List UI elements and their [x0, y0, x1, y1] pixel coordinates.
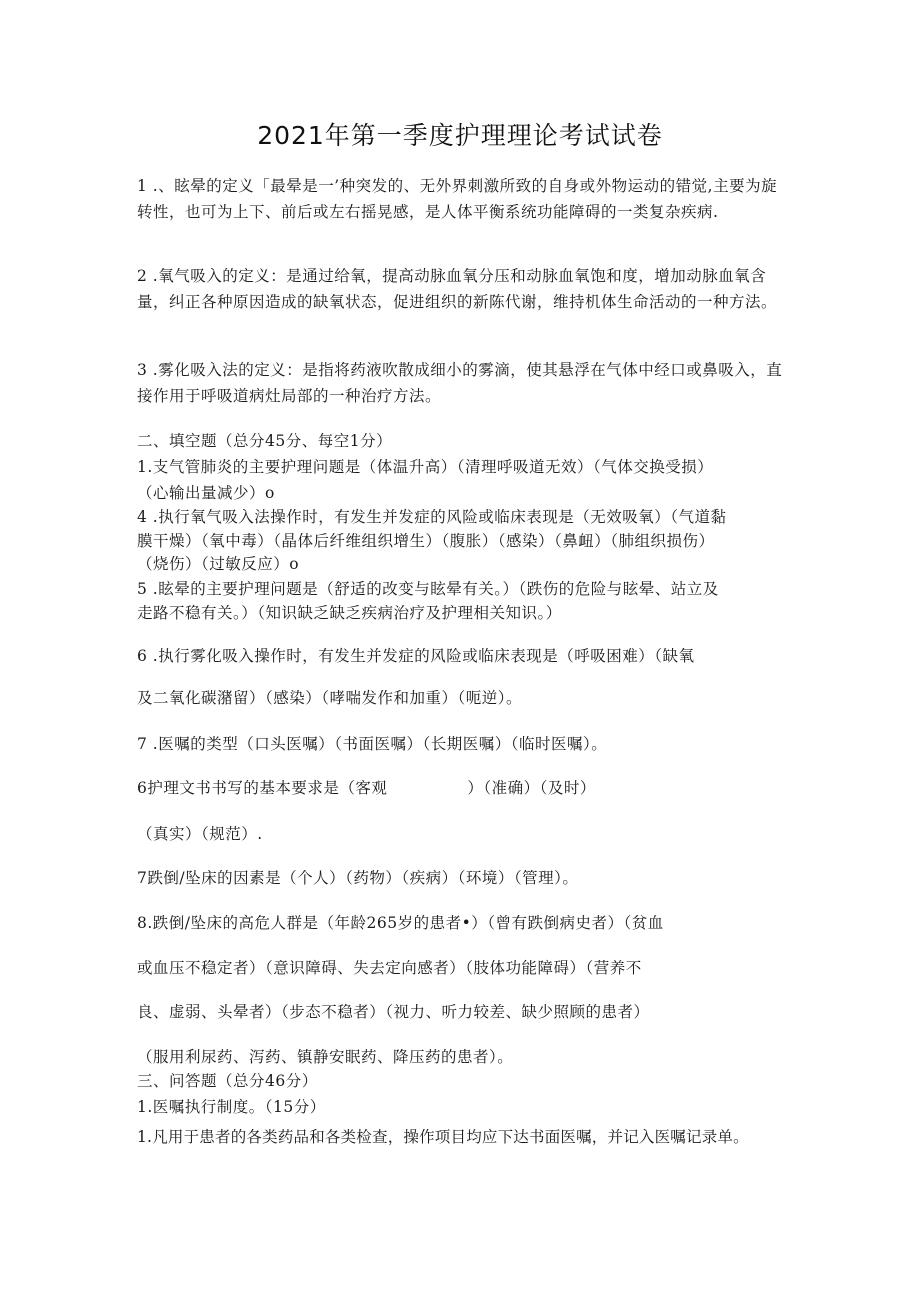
fill-line: 4 .执行氧气吸入法操作时，有发生并发症的风险或临床表现是（无效吸氧）（气道黏 [137, 508, 727, 526]
fill-line: 8.跌倒/坠床的高危人群是（年龄265岁的患者•）（曾有跌倒病史者）（贫血 [137, 914, 664, 932]
qa-line: 1.凡用于患者的各类药品和各类检查，操作项目均应下达书面医嘱，并记入医嘱记录单。 [137, 1128, 749, 1146]
fill-line: 5 .眩晕的主要护理问题是（舒适的改变与眩晕有关。）（跌伤的危险与眩晕、站立及 [137, 580, 719, 598]
fill-line: 及二氧化碳潴留）（感染）（哮喘发作和加重）（呃逆）。 [137, 689, 523, 707]
fill-line: 良、虚弱、头晕者）（步态不稳者）（视力、听力较差、缺少照顾的患者） [137, 1003, 650, 1021]
fill-line: 6 .执行雾化吸入操作时，有发生并发症的风险或临床表现是（呼吸困难）（缺氧 [137, 647, 695, 665]
document-title: 2021年第一季度护理理论考试试卷 [257, 121, 663, 150]
fill-line: （服用利尿药、泻药、镇静安眠药、降压药的患者）。 [137, 1048, 514, 1066]
fill-line: （心输出量减少）o [137, 484, 275, 502]
definition-3: 3 .雾化吸入法的定义：是指将药液吹散成细小的雾滴，使其悬浮在气体中经口或鼻吸入，直接作用于呼吸道病灶局部的一种治疗方法。 [137, 361, 783, 405]
section-heading-qa: 三、问答题（总分46分） [137, 1072, 318, 1090]
fill-line: 走路不稳有关。）（知识缺乏缺乏疾病治疗及护理相关知识。） [137, 604, 562, 622]
fill-line: 7 .医嘱的类型（口头医嘱）（书面医嘱）（长期医嘱）（临时医嘱）。 [137, 735, 608, 753]
fill-line: （烧伤）（过敏反应）o [137, 555, 300, 573]
fill-line: 6护理文书书写的基本要求是（客观 ）（准确）（及时） [137, 779, 596, 797]
fill-line: 1.支气管肺炎的主要护理问题是（体温升高）（清理呼吸道无效）（气体交换受损） [137, 458, 714, 476]
fill-line: 7跌倒/坠床的因素是（个人）（药物）（疾病）（环境）（管理）。 [137, 869, 579, 887]
fill-line: 或血压不稳定者）（意识障碍、失去定向感者）（肢体功能障碍）（营养不 [137, 959, 642, 977]
fill-line: 膜干燥）（氧中毒）（晶体后纤维组织增生）（腹胀）（感染）（鼻衄）（肺组织损伤） [137, 532, 715, 550]
definition-1: 1 .、眩晕的定义「最晕是一’种突发的、无外界刺激所致的自身或外物运动的错觉,主要为旋转性，也可为上下、前后或左右摇晃感，是人体平衡系统功能障碍的一类复杂疾病. [137, 177, 778, 221]
section-heading-fill-in: 二、填空题（总分45分、每空1分） [137, 432, 393, 450]
definition-2: 2 .氧气吸入的定义：是通过给氧，提高动脉血氧分压和动脉血氧饱和度，增加动脉血氧含量，纠正各种原因造成的缺氧状态，促进组织的新陈代谢，维持机体生命活动的一种方法。 [137, 267, 778, 311]
fill-line: （真实）（规范）. [137, 825, 263, 843]
qa-line: 1.医嘱执行制度。（15分） [137, 1098, 326, 1116]
